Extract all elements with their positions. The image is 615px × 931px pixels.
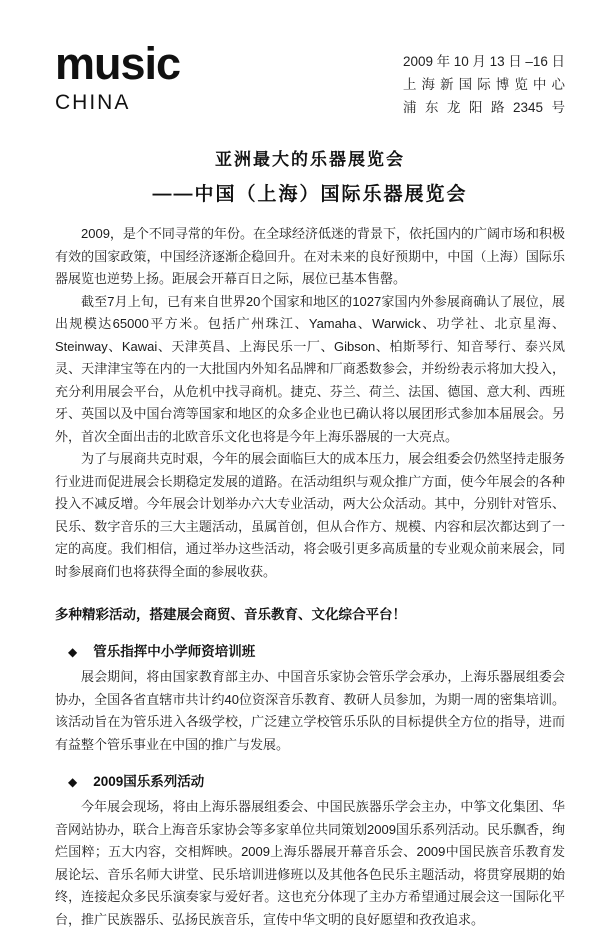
document-title: 亚洲最大的乐器展览会: [215, 150, 405, 169]
paragraph: 截至7月上旬，已有来自世界20个国家和地区的1027家国内外参展商确认了展位，展出规模达65000平方米。包括广州珠江、Yamaha、Warwick、功学社、北京星海、Steinway、Kawai、天津英昌、上海民乐一厂、Gibson、柏斯琴行、知音琴行、泰兴凤灵、天津津宝等在内的一大批国内外知名品牌和厂商悉数参会，并纷纷表示将加大投入，充分利用展会平台，从危机中找寻商机。捷克、芬兰、荷兰、法国、德国、意大利、西班牙、英国以及中国台湾等国家和地区的众多企业也已确认将以展团形式参加本届展会。另外，首次全面出击的北欧音乐文化也将是今年上海乐器展的一大亮点。: [55, 293, 565, 444]
event-date: 2009年10月13日–16日: [403, 54, 565, 69]
section-band-teacher-training: [55, 641, 565, 756]
highlight-statement: 多种精彩活动，搭建展会商贸、音乐教育、文化综合平台！: [55, 607, 406, 622]
logo-wordmark-music: music: [55, 38, 181, 89]
section-paragraph: 展会期间，将由国家教育部主办、中国音乐家协会管乐学会承办，上海乐器展组委会协办，全国各省直辖市共计约40位资深音乐教育、教研人员参加，为期一周的密集培训。该活动旨在为管乐进入各级学校，广泛建立学校管乐乐队的目标提供全方位的指导，进而有益整个管乐事业在中国的推广与发展。: [55, 669, 565, 752]
section-heading-label: 管乐指挥中小学师资培训班: [93, 644, 256, 659]
page-header: [55, 38, 565, 119]
section-heading: [55, 641, 565, 663]
event-venue-info: [403, 50, 565, 119]
document-subtitle: ——中国（上海）国际乐器展览会: [152, 184, 468, 205]
section-heading: [55, 771, 565, 793]
section-paragraph: 今年展会现场，将由上海乐器展组委会、中国民族器乐学会主办，中筝文化集团、华音网站协办，联合上海音乐家协会等多家单位共同策划2009国乐系列活动。民乐飘香，绚烂国粹；五大内容，交相辉映。2009上海乐器展开幕音乐会、2009中国民族音乐教育发展论坛、音乐名师大讲堂、民乐培训进修班以及其他各色民乐主题活动，将贯穿展期的始终，连接起众多民乐演奏家与爱好者。这也充分体现了主办方希望通过展会这一国际化平台，推广民族器乐、弘扬民族音乐，宣传中华文明的良好愿望和孜孜追求。: [55, 799, 565, 927]
paragraph: 为了与展商共克时艰，今年的展会面临巨大的成本压力，展会组委会仍然坚持走服务行业进而促进展会长期稳定发展的道路。在活动组织与观众推广方面，使今年展会的各种投入不减反增。今年展会计划举办六大专业活动，两大公众活动。其中，分别针对管乐、民乐、数字音乐的三大主题活动，虽属首创，但从合作方、规模、内容和层次都达到了一定的高度。我们相信，通过举办这些活动，将会吸引更多高质量的专业观众前来展会，同时参展商们也将获得全面的参展收获。: [55, 451, 565, 579]
intro-text: [55, 223, 565, 583]
section-heading-label: 2009国乐系列活动: [93, 774, 205, 789]
event-hall: 上海新国际博览中心: [403, 77, 565, 92]
event-address: 浦东龙阳路2345号: [403, 100, 565, 115]
paragraph: 2009，是个不同寻常的年份。在全球经济低迷的背景下，依托国内的广阔市场和积极有效的国家政策，中国经济逐渐企稳回升。在对未来的良好预期中，中国（上海）国际乐器展览也逆势上扬。距展会开幕百日之际，展位已基本售罄。: [55, 226, 565, 286]
music-china-logo: [55, 38, 181, 115]
diamond-bullet-icon: ◆: [68, 645, 78, 659]
diamond-bullet-icon: ◆: [68, 775, 78, 789]
section-2009-guoyue-series: [55, 771, 565, 931]
logo-wordmark-china: CHINA: [55, 91, 131, 114]
title-block: [55, 145, 565, 206]
